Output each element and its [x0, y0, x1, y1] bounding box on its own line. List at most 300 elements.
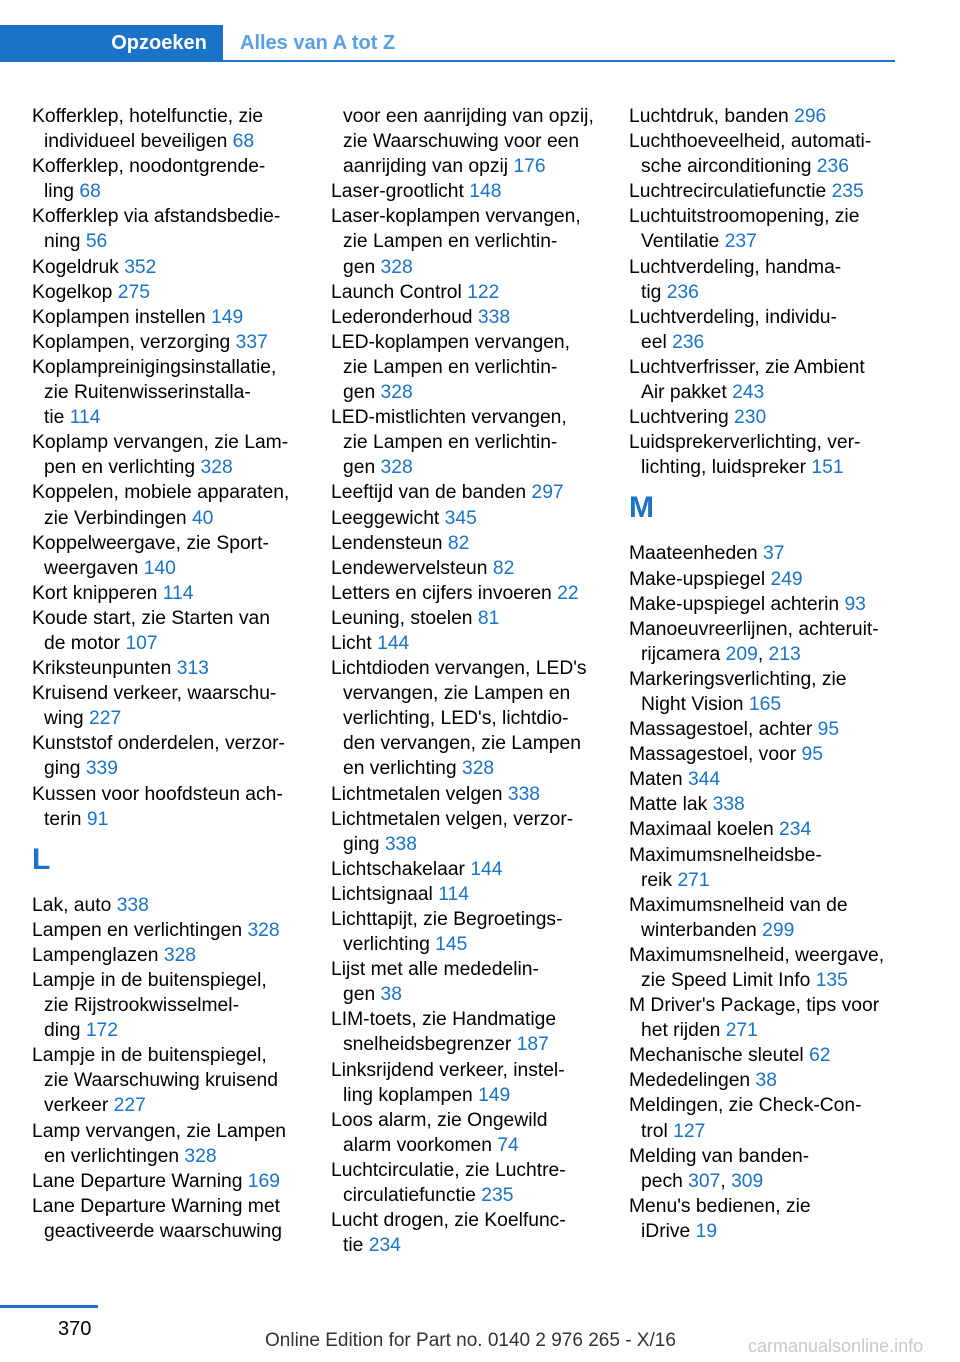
index-entry	[331, 631, 626, 656]
index-entry-continuation	[629, 330, 929, 355]
index-entry-continuation	[331, 1233, 626, 1258]
page-link[interactable]: 234	[368, 1235, 401, 1257]
index-entry	[32, 480, 327, 505]
entry-text: Koplamp vervangen, zie Lam-	[32, 432, 289, 454]
entry-text: Air pakket	[641, 382, 733, 404]
page-link[interactable]: 19	[695, 1220, 718, 1242]
index-entry	[331, 204, 626, 229]
index-entry-continuation	[331, 1083, 626, 1108]
index-entry-continuation	[32, 129, 327, 154]
entry-text: Mededelingen	[629, 1070, 756, 1092]
index-entry	[331, 506, 626, 531]
entry-text: terin	[44, 808, 87, 830]
index-entry-continuation	[331, 832, 626, 857]
page-link[interactable]: 235	[481, 1185, 514, 1207]
index-entry	[629, 104, 929, 129]
index-entry	[331, 305, 626, 330]
entry-text: Loos alarm, zie Ongewild	[331, 1109, 548, 1131]
index-entry	[629, 1144, 929, 1169]
entry-text: Kruisend verkeer, waarschu-	[32, 683, 277, 705]
index-entry-continuation	[331, 154, 626, 179]
entry-text: ding	[44, 1020, 86, 1042]
entry-text: Linksrijdend verkeer, instel-	[331, 1059, 565, 1081]
page-link[interactable]: 344	[687, 769, 721, 791]
page-link[interactable]: 296	[794, 106, 827, 127]
entry-text: Koppelen, mobiele apparaten,	[32, 482, 290, 504]
entry-text: gen	[343, 382, 381, 404]
page-link[interactable]: 345	[444, 507, 477, 529]
index-entry-continuation	[32, 1068, 327, 1093]
index-entry-continuation	[629, 868, 929, 893]
index-entry	[629, 592, 929, 617]
entry-text: Leeftijd van de banden	[331, 482, 532, 504]
index-entry	[629, 129, 929, 154]
page-link[interactable]: 22	[557, 582, 579, 604]
page-link[interactable]: 297	[531, 482, 564, 504]
index-entry-continuation	[331, 255, 626, 280]
entry-text: gen	[343, 256, 381, 278]
page-link[interactable]: 328	[380, 256, 413, 278]
entry-text: LED-koplampen vervangen,	[331, 331, 571, 353]
entry-text: Markeringsverlichting, zie	[629, 668, 847, 690]
index-entry	[629, 405, 929, 430]
entry-text: Launch Control	[331, 281, 468, 303]
index-entry-continuation	[331, 1032, 626, 1057]
page-link[interactable]: 114	[69, 407, 101, 429]
entry-text: Koplampen instellen	[32, 306, 212, 328]
entry-text: Menu's bedienen, zie	[629, 1195, 811, 1217]
entry-text: aanrijding van opzij	[343, 156, 514, 178]
entry-text: zie Ruitenwisserinstalla-	[44, 382, 251, 404]
page-link[interactable]: 149	[211, 306, 244, 328]
page-link[interactable]: 275	[117, 281, 150, 303]
index-entry-continuation	[629, 968, 929, 993]
page-link[interactable]: 62	[809, 1045, 831, 1067]
entry-text: Massagestoel, achter	[629, 719, 818, 741]
index-entry-continuation	[331, 104, 626, 129]
entry-text: Meldingen, zie Check-Con-	[629, 1095, 862, 1117]
entry-text: iDrive	[641, 1220, 696, 1242]
page-link[interactable]: 338	[712, 794, 745, 816]
index-entry	[331, 480, 626, 505]
entry-text: Maximumsnelheidsbe-	[629, 844, 822, 866]
page-link[interactable]: 82	[447, 532, 470, 554]
page-link[interactable]: 328	[184, 1145, 217, 1167]
page-link[interactable]: 309	[731, 1170, 764, 1192]
index-entry	[32, 531, 327, 556]
page-link[interactable]: 38	[380, 984, 402, 1006]
page-link[interactable]: 68	[79, 181, 101, 203]
index-entry	[32, 656, 327, 681]
index-entry-continuation	[629, 692, 929, 717]
entry-text: Lichtmetalen velgen, verzor-	[331, 808, 574, 830]
entry-text: zie Speed Limit Info	[641, 970, 816, 991]
index-entry-continuation	[629, 229, 929, 254]
entry-text: rijcamera	[641, 643, 726, 665]
index-entry	[331, 330, 626, 355]
index-entry	[629, 1194, 929, 1219]
page-link[interactable]: 227	[89, 708, 122, 730]
entry-text: Lendensteun	[331, 532, 448, 554]
entry-text: Maximumsnelheid, weergave,	[629, 944, 885, 966]
entry-text: gen	[343, 984, 381, 1006]
entry-text: de motor	[44, 632, 126, 654]
entry-text: gen	[343, 457, 381, 479]
page-link[interactable]: 328	[247, 919, 280, 941]
page-link[interactable]: 144	[470, 858, 503, 880]
index-entry	[629, 742, 929, 767]
index-entry	[32, 204, 327, 229]
index-entry	[32, 280, 327, 305]
entry-text: Make-upspiegel achterin	[629, 593, 845, 615]
page-link[interactable]: 81	[477, 607, 500, 629]
entry-text: Lamp vervangen, zie Lampen	[32, 1120, 287, 1142]
entry-text: Kogeldruk	[32, 256, 125, 278]
entry-text: Lederonderhoud	[331, 306, 478, 328]
page-link[interactable]: 144	[377, 632, 410, 654]
entry-text: Maximumsnelheid van de	[629, 894, 848, 916]
entry-text: Lichtschakelaar	[331, 858, 471, 880]
entry-text: Lichtsignaal	[331, 883, 439, 905]
index-entry	[629, 1043, 929, 1068]
index-entry-continuation	[32, 229, 327, 254]
page-link[interactable]: 243	[732, 382, 765, 404]
index-entry	[32, 943, 327, 968]
index-entry-continuation	[629, 1119, 929, 1144]
index-entry	[629, 430, 929, 455]
index-entry-continuation	[629, 1219, 929, 1244]
page-link[interactable]: 328	[200, 457, 233, 479]
page-link[interactable]: 230	[734, 407, 767, 429]
page-link[interactable]: 271	[677, 869, 710, 891]
page-link[interactable]: 40	[191, 507, 214, 529]
entry-text: Laser-grootlicht	[331, 181, 470, 203]
index-entry-continuation	[32, 631, 327, 656]
page-link[interactable]: 91	[86, 808, 109, 830]
index-entry	[32, 731, 327, 756]
index-entry	[629, 617, 929, 642]
page-link[interactable]: 328	[380, 382, 413, 404]
entry-text: zie Waarschuwing kruisend	[44, 1070, 278, 1092]
entry-text: weergaven	[44, 557, 144, 579]
entry-text: Luchtcirculatie, zie Luchtre-	[331, 1159, 566, 1181]
index-entry	[629, 843, 929, 868]
page-link[interactable]: 337	[235, 331, 268, 353]
page-link[interactable]: 107	[125, 632, 158, 654]
index-entry-continuation	[32, 556, 327, 581]
page-link[interactable]: 271	[725, 1020, 758, 1042]
entry-text: pech	[641, 1170, 689, 1192]
page-link[interactable]: 140	[143, 557, 176, 579]
index-entry-continuation	[331, 932, 626, 957]
entry-text: Luchtuitstroomopening, zie	[629, 206, 860, 228]
entry-text: ling	[44, 181, 80, 203]
page-link[interactable]: 74	[497, 1134, 519, 1156]
index-entry-continuation	[32, 405, 327, 430]
entry-text: Koplampen, verzorging	[32, 331, 236, 353]
entry-text: en verlichting	[343, 758, 462, 780]
page-number: 370	[58, 1318, 92, 1340]
index-entry	[32, 893, 327, 918]
entry-text: Letters en cijfers invoeren	[331, 582, 558, 604]
page-link[interactable]: 122	[467, 281, 500, 303]
entry-text: zie Lampen en verlichtin-	[343, 231, 558, 253]
entry-text: Lichtmetalen velgen	[331, 783, 508, 805]
page-link[interactable]: 93	[844, 593, 866, 615]
index-entry	[331, 1058, 626, 1083]
index-entry	[629, 943, 929, 968]
entry-text: Luchtverdeling, individu-	[629, 306, 837, 328]
entry-text: snelheidsbegrenzer	[343, 1034, 517, 1056]
index-entry	[331, 1108, 626, 1133]
page-link[interactable]: 338	[384, 833, 417, 855]
page-link[interactable]: 313	[176, 658, 209, 680]
entry-text: vervangen, zie Lampen en	[343, 683, 571, 705]
entry-text: ling koplampen	[343, 1084, 479, 1106]
index-entry-continuation	[32, 380, 327, 405]
page-link[interactable]: 352	[124, 256, 157, 278]
page-link[interactable]: 148	[469, 181, 502, 203]
index-entry	[331, 531, 626, 556]
index-entry	[32, 430, 327, 455]
entry-text: Kofferklep via afstandsbedie-	[32, 206, 281, 228]
index-entry-continuation	[32, 1219, 327, 1244]
index-entry-continuation	[629, 380, 929, 405]
entry-text: Lane Departure Warning	[32, 1170, 248, 1192]
index-entry-continuation	[331, 706, 626, 731]
page-link[interactable]: 338	[507, 783, 541, 805]
entry-text: zie Verbindingen	[44, 507, 192, 529]
index-entry	[331, 1158, 626, 1183]
index-entry	[629, 541, 929, 566]
entry-text: Ventilatie	[641, 231, 725, 253]
entry-text: Luchtverfrisser, zie Ambient	[629, 356, 865, 378]
page-link[interactable]: 149	[478, 1084, 511, 1106]
index-entry	[629, 179, 929, 204]
entry-text: Lampen en verlichtingen	[32, 919, 248, 941]
entry-text: Lichtdioden vervangen, LED's	[331, 658, 587, 680]
page-link[interactable]: 209	[725, 643, 758, 665]
entry-text: Lane Departure Warning met	[32, 1195, 280, 1217]
page-link[interactable]: 338	[477, 306, 511, 328]
entry-text: en verlichtingen	[44, 1145, 185, 1167]
entry-text: winterbanden	[641, 919, 763, 941]
header-divider	[0, 60, 895, 62]
page-link[interactable]: 127	[673, 1120, 706, 1142]
entry-text: sche airconditioning	[641, 156, 817, 178]
entry-text: circulatiefunctie	[343, 1185, 482, 1207]
entry-text: tie	[44, 407, 70, 429]
index-entry	[629, 792, 929, 817]
index-entry-continuation	[32, 455, 327, 480]
index-entry-continuation	[629, 918, 929, 943]
index-column-1	[32, 104, 327, 1244]
index-entry	[32, 581, 327, 606]
index-entry-continuation	[32, 1018, 327, 1043]
index-entry	[629, 817, 929, 842]
entry-text: verlichting	[343, 934, 436, 956]
entry-text: Kussen voor hoofdsteun ach-	[32, 783, 283, 805]
index-entry	[331, 581, 626, 606]
page-separator: ,	[757, 643, 769, 665]
index-entry	[629, 1093, 929, 1118]
page-link[interactable]: 236	[666, 281, 699, 303]
entry-text: Kort knipperen	[32, 582, 163, 604]
index-entry-continuation	[629, 455, 929, 480]
page-link[interactable]: 213	[768, 643, 801, 665]
index-entry	[331, 857, 626, 882]
entry-text: Matte lak	[629, 794, 713, 816]
page-link[interactable]: 151	[811, 457, 844, 479]
index-entry-continuation	[32, 756, 327, 781]
entry-text: den vervangen, zie Lampen	[343, 733, 581, 755]
page-link[interactable]: 338	[116, 894, 149, 916]
entry-text: wing	[44, 708, 90, 730]
index-entry	[331, 882, 626, 907]
index-entry	[331, 179, 626, 204]
page-link[interactable]: 135	[815, 970, 848, 991]
entry-text: eel	[641, 331, 673, 353]
page-link[interactable]: 236	[672, 331, 705, 353]
header	[0, 0, 895, 62]
page-link[interactable]: 299	[762, 919, 795, 941]
index-column-3	[629, 104, 929, 1244]
entry-text: Kogelkop	[32, 281, 118, 303]
entry-text: Koppelweergave, zie Sport-	[32, 532, 269, 554]
entry-text: Lucht drogen, zie Koelfunc-	[331, 1210, 566, 1232]
page-link[interactable]: 56	[85, 231, 108, 253]
page-link[interactable]: 38	[755, 1070, 777, 1092]
index-entry	[32, 255, 327, 280]
page-link[interactable]: 328	[163, 944, 197, 966]
page-link[interactable]: 307	[688, 1170, 721, 1192]
entry-text: Leeggewicht	[331, 507, 445, 529]
index-entry-continuation	[32, 706, 327, 731]
index-entry	[32, 355, 327, 380]
page-link[interactable]: 249	[770, 568, 803, 590]
index-entry-continuation	[331, 756, 626, 781]
index-entry-continuation	[629, 280, 929, 305]
entry-text: Kriksteunpunten	[32, 658, 177, 680]
index-entry	[331, 782, 626, 807]
page-link[interactable]: 169	[247, 1170, 280, 1192]
page-link[interactable]: 176	[513, 156, 546, 178]
index-entry	[331, 280, 626, 305]
section-letter: M	[629, 491, 654, 525]
entry-text: alarm voorkomen	[343, 1134, 498, 1156]
index-entry-continuation	[32, 1093, 327, 1118]
index-entry-continuation	[629, 642, 929, 667]
entry-text: het rijden	[641, 1020, 726, 1042]
index-entry	[32, 1194, 327, 1219]
page-link[interactable]: 236	[816, 156, 849, 178]
index-entry	[629, 305, 929, 330]
entry-text: LED-mistlichten vervangen,	[331, 407, 567, 429]
index-entry	[32, 305, 327, 330]
index-entry	[331, 606, 626, 631]
page-link[interactable]: 328	[380, 457, 413, 479]
index-entry	[629, 717, 929, 742]
page-link[interactable]: 328	[461, 758, 495, 780]
page-link[interactable]: 95	[801, 744, 823, 766]
index-entry	[629, 993, 929, 1018]
entry-text: Kofferklep, hotelfunctie, zie	[32, 106, 264, 127]
entry-text: ging	[44, 758, 86, 780]
footer-divider	[0, 1305, 98, 1308]
index-entry-continuation	[331, 229, 626, 254]
index-entry	[331, 807, 626, 832]
page-link[interactable]: 172	[85, 1020, 118, 1042]
index-entry	[331, 656, 626, 681]
index-entry-continuation	[331, 455, 626, 480]
page-link[interactable]: 145	[435, 934, 468, 956]
edition-text: Online Edition for Part no. 0140 2 976 265 - X/16	[265, 1330, 676, 1351]
page-link[interactable]: 68	[232, 131, 255, 153]
entry-text: Maten	[629, 769, 688, 791]
entry-text: Luchtrecirculatiefunctie	[629, 181, 832, 203]
index-entry	[629, 667, 929, 692]
section-letter: L	[32, 842, 51, 876]
page-link[interactable]: 339	[85, 758, 118, 780]
index-entry-continuation	[629, 1018, 929, 1043]
index-entry	[629, 355, 929, 380]
index-entry	[32, 782, 327, 807]
index-entry	[629, 567, 929, 592]
watermark: carmanualsonline.info	[748, 1336, 924, 1356]
index-entry	[32, 681, 327, 706]
page-link[interactable]: 235	[831, 181, 864, 203]
index-entry-continuation	[629, 1169, 929, 1194]
tab-alles-van-a-tot-z[interactable]: Alles van A tot Z	[240, 32, 396, 54]
entry-text: zie Rijstrookwisselmel-	[44, 995, 239, 1017]
index-entry-continuation	[331, 1133, 626, 1158]
page-link[interactable]: 165	[748, 693, 782, 715]
index-entry	[629, 893, 929, 918]
page-link[interactable]: 95	[817, 719, 840, 741]
page-link[interactable]: 234	[779, 819, 812, 841]
entry-text: Melding van banden-	[629, 1145, 810, 1167]
page-link[interactable]: 237	[724, 231, 757, 253]
index-entry-continuation	[331, 355, 626, 380]
page-link[interactable]: 187	[516, 1034, 549, 1056]
index-entry	[32, 1119, 327, 1144]
page-link[interactable]: 114	[162, 582, 194, 604]
entry-text: Lichttapijt, zie Begroetings-	[331, 909, 563, 930]
tab-opzoeken[interactable]: Opzoeken	[0, 25, 223, 62]
entry-text: Maateenheden	[629, 543, 764, 565]
index-entry	[629, 255, 929, 280]
index-entry	[331, 1007, 626, 1032]
page-link[interactable]: 227	[113, 1095, 146, 1117]
entry-text: Maximaal koelen	[629, 819, 780, 841]
index-entry	[331, 907, 626, 932]
index-entry	[32, 330, 327, 355]
entry-text: Kofferklep, noodontgrende-	[32, 156, 266, 178]
page-link[interactable]: 37	[763, 543, 785, 565]
entry-text: zie Lampen en verlichtin-	[343, 356, 558, 378]
page-link[interactable]: 82	[492, 557, 515, 579]
entry-text: zie Lampen en verlichtin-	[343, 432, 558, 454]
index-entry	[32, 1169, 327, 1194]
index-entry-continuation	[32, 506, 327, 531]
page-link[interactable]: 114	[438, 883, 469, 905]
index-entry-continuation	[629, 154, 929, 179]
entry-text: Lendewervelsteun	[331, 557, 493, 579]
index-entry	[331, 957, 626, 982]
entry-text: Lampje in de buitenspiegel,	[32, 970, 267, 991]
entry-text: Night Vision	[641, 693, 749, 715]
entry-text: Make-upspiegel	[629, 568, 771, 590]
